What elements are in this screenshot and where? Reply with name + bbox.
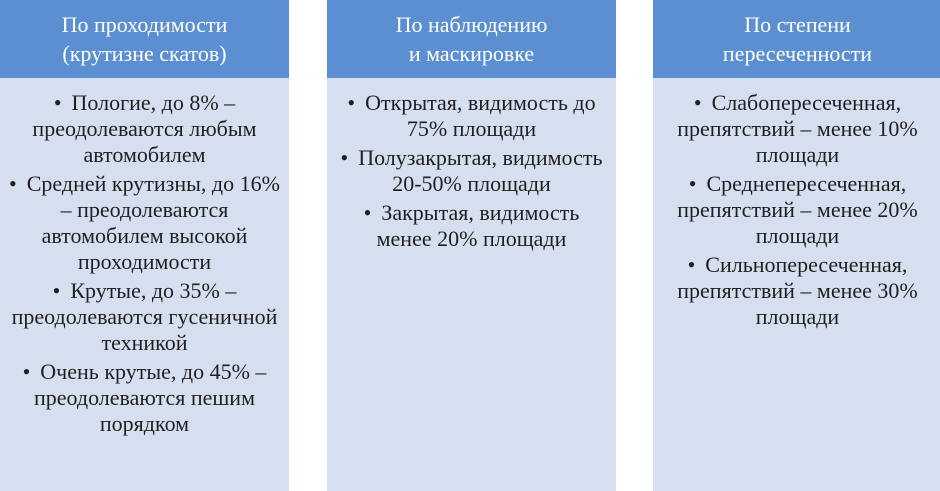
column-header (0, 0, 289, 78)
list-item (661, 90, 934, 168)
bullet-icon: • (22, 359, 31, 384)
list-item (8, 171, 281, 275)
column-header-line: пересеченности (722, 41, 873, 66)
bullet-icon: • (363, 200, 372, 225)
list-item (661, 252, 934, 330)
bullet-icon: • (52, 278, 61, 303)
list-item-text: Очень крутые, до 45% – преодолеваются пешим порядком (34, 359, 267, 436)
list-item-text: Сильнопересеченная, препятствий – менее 30% площади (677, 252, 918, 329)
list-item-text: Полузакрытая, видимость 20-50% площади (358, 145, 603, 196)
column-body (0, 78, 289, 491)
column-header-line: По проходимости (61, 12, 228, 37)
list-item (8, 90, 281, 168)
bullet-icon: • (687, 252, 696, 277)
list-item (8, 359, 281, 437)
list-item-text: Средней крутизны, до 16% – преодолеваются автомобилем высокой проходимости (26, 171, 280, 274)
column-body (327, 78, 616, 491)
list-item-text: Крутые, до 35% – преодолеваются гусеничной техникой (11, 278, 278, 355)
list-item (335, 200, 608, 252)
list-item (8, 278, 281, 356)
list-item (661, 171, 934, 249)
bullet-icon: • (688, 171, 697, 196)
list-item-text: Среднепересеченная, препятствий – менее 20% площади (677, 171, 918, 248)
column-header (327, 0, 616, 78)
list-item (335, 90, 608, 142)
bullet-list (335, 90, 608, 252)
column-header-line: По наблюдению (395, 12, 548, 37)
bullet-icon: • (9, 171, 17, 196)
list-item (335, 145, 608, 197)
column-observation (327, 0, 616, 491)
column-header (653, 0, 940, 78)
list-item-text: Слабопересеченная, препятствий – менее 10% площади (677, 90, 918, 167)
list-item-text: Пологие, до 8% – преодолеваются любым автомобилем (32, 90, 257, 167)
column-header-line: и маскировке (408, 41, 535, 66)
bullet-icon: • (340, 145, 349, 170)
column-ruggedness (653, 0, 940, 491)
bullet-list (661, 90, 934, 330)
bullet-icon: • (347, 90, 356, 115)
list-item-text: Открытая, видимость до 75% площади (365, 90, 596, 141)
column-header-line: По степени (744, 12, 851, 37)
column-header-line: (крутизне скатов) (62, 41, 227, 66)
list-item-text: Закрытая, видимость менее 20% площади (376, 200, 580, 251)
bullet-list (8, 90, 281, 437)
column-traversability (0, 0, 289, 491)
bullet-icon: • (693, 90, 702, 115)
bullet-icon: • (53, 90, 62, 115)
column-body (653, 78, 940, 491)
